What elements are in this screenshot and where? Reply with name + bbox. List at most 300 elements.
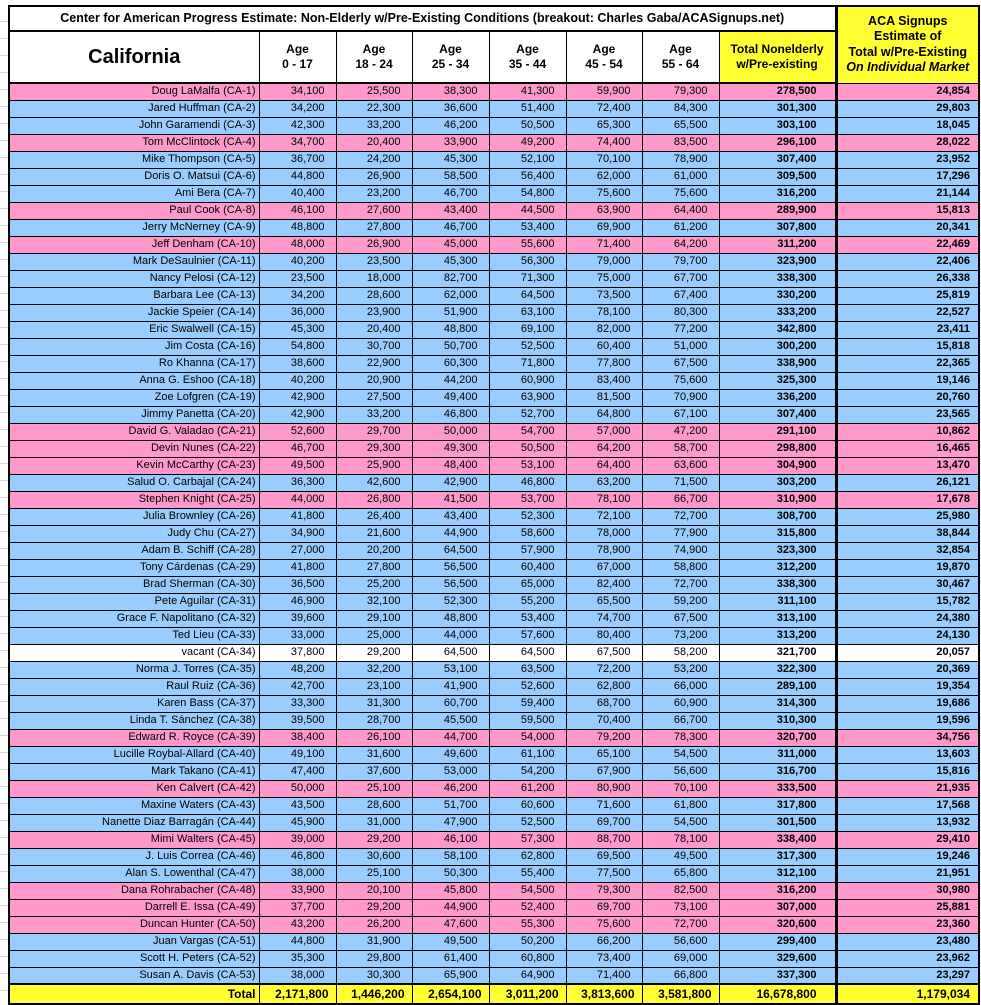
age-value-cell: 30,700 xyxy=(336,338,412,355)
age-value-cell: 40,200 xyxy=(259,253,336,270)
aca-estimate-cell: 32,854 xyxy=(836,542,979,559)
age-value-cell: 44,900 xyxy=(412,899,489,916)
column-header-row xyxy=(9,31,979,83)
age-value-cell: 25,200 xyxy=(336,576,412,593)
district-row xyxy=(9,423,979,440)
district-row xyxy=(9,712,979,729)
age-value-cell: 54,000 xyxy=(489,729,566,746)
district-name-cell: Linda T. Sánchez (CA-38) xyxy=(9,712,259,729)
age-value-cell: 83,500 xyxy=(642,134,719,151)
aca-estimate-cell: 22,365 xyxy=(836,355,979,372)
age-value-cell: 44,700 xyxy=(412,729,489,746)
age-value-cell: 73,400 xyxy=(566,950,642,967)
age-value-cell: 70,900 xyxy=(642,389,719,406)
age-value-cell: 50,300 xyxy=(412,865,489,882)
age-value-cell: 57,900 xyxy=(489,542,566,559)
district-name-cell: Tom McClintock (CA-4) xyxy=(9,134,259,151)
age-value-cell: 65,800 xyxy=(642,865,719,882)
age-value-cell: 63,100 xyxy=(489,304,566,321)
age-value-cell: 47,400 xyxy=(259,763,336,780)
total-age-55-64: 3,581,800 xyxy=(642,984,719,1004)
age-value-cell: 53,400 xyxy=(489,219,566,236)
district-row xyxy=(9,865,979,882)
total-nonelderly-cell: 311,000 xyxy=(719,746,836,763)
age-value-cell: 64,400 xyxy=(642,202,719,219)
age-value-cell: 60,800 xyxy=(489,950,566,967)
age-value-cell: 34,900 xyxy=(259,525,336,542)
aca-estimate-cell: 25,819 xyxy=(836,287,979,304)
age-value-cell: 78,100 xyxy=(566,304,642,321)
aca-estimate-cell: 15,813 xyxy=(836,202,979,219)
age-value-cell: 65,500 xyxy=(566,593,642,610)
age-value-cell: 51,000 xyxy=(642,338,719,355)
age-value-cell: 41,800 xyxy=(259,559,336,576)
age-value-cell: 82,000 xyxy=(566,321,642,338)
district-row xyxy=(9,287,979,304)
age-value-cell: 26,200 xyxy=(336,916,412,933)
age-value-cell: 33,900 xyxy=(412,134,489,151)
age-value-cell: 43,400 xyxy=(412,508,489,525)
age-value-cell: 54,800 xyxy=(259,338,336,355)
age-value-cell: 46,200 xyxy=(412,780,489,797)
age-value-cell: 42,700 xyxy=(259,678,336,695)
total-nonelderly-cell: 310,900 xyxy=(719,491,836,508)
age-value-cell: 46,900 xyxy=(259,593,336,610)
district-name-cell: Darrell E. Issa (CA-49) xyxy=(9,899,259,916)
age-value-cell: 45,800 xyxy=(412,882,489,899)
district-name-cell: Brad Sherman (CA-30) xyxy=(9,576,259,593)
age-value-cell: 48,000 xyxy=(259,236,336,253)
age-value-cell: 51,900 xyxy=(412,304,489,321)
total-age-25-34: 2,654,100 xyxy=(412,984,489,1004)
district-name-cell: Lucille Roybal-Allard (CA-40) xyxy=(9,746,259,763)
age-value-cell: 27,500 xyxy=(336,389,412,406)
district-name-cell: Barbara Lee (CA-13) xyxy=(9,287,259,304)
district-name-cell: Nancy Pelosi (CA-12) xyxy=(9,270,259,287)
district-name-cell: Jim Costa (CA-16) xyxy=(9,338,259,355)
age-value-cell: 78,900 xyxy=(642,151,719,168)
age-value-cell: 56,600 xyxy=(642,763,719,780)
total-nonelderly-cell: 304,900 xyxy=(719,457,836,474)
age-value-cell: 45,300 xyxy=(412,253,489,270)
total-nonelderly-cell: 325,300 xyxy=(719,372,836,389)
age-value-cell: 55,400 xyxy=(489,865,566,882)
aca-estimate-cell: 25,980 xyxy=(836,508,979,525)
district-name-cell: Salud O. Carbajal (CA-24) xyxy=(9,474,259,491)
aca-estimate-cell: 23,411 xyxy=(836,321,979,338)
district-row xyxy=(9,219,979,236)
age-value-cell: 39,600 xyxy=(259,610,336,627)
age-value-cell: 32,100 xyxy=(336,593,412,610)
age-value-cell: 67,700 xyxy=(642,270,719,287)
age-value-cell: 67,500 xyxy=(642,355,719,372)
total-nonelderly-cell: 307,800 xyxy=(719,219,836,236)
aca-estimate-cell: 20,057 xyxy=(836,644,979,661)
age-value-cell: 58,700 xyxy=(642,440,719,457)
district-name-cell: Judy Chu (CA-27) xyxy=(9,525,259,542)
age-value-cell: 61,200 xyxy=(489,780,566,797)
age-value-cell: 53,700 xyxy=(489,491,566,508)
age-value-cell: 36,000 xyxy=(259,304,336,321)
age-value-cell: 69,700 xyxy=(566,814,642,831)
district-row xyxy=(9,440,979,457)
age-value-cell: 71,500 xyxy=(642,474,719,491)
age-value-cell: 50,500 xyxy=(489,117,566,134)
age-value-cell: 28,700 xyxy=(336,712,412,729)
age-value-cell: 39,000 xyxy=(259,831,336,848)
age-value-cell: 62,000 xyxy=(412,287,489,304)
district-name-cell: John Garamendi (CA-3) xyxy=(9,117,259,134)
age-value-cell: 22,300 xyxy=(336,100,412,117)
age-value-cell: 25,500 xyxy=(336,83,412,100)
age-value-cell: 78,300 xyxy=(642,729,719,746)
age-value-cell: 65,300 xyxy=(566,117,642,134)
age-value-cell: 58,200 xyxy=(642,644,719,661)
age-value-cell: 69,100 xyxy=(489,321,566,338)
age-value-cell: 42,900 xyxy=(259,406,336,423)
age-value-cell: 41,300 xyxy=(489,83,566,100)
age-value-cell: 65,100 xyxy=(566,746,642,763)
age-value-cell: 44,000 xyxy=(412,627,489,644)
age-value-cell: 72,700 xyxy=(642,508,719,525)
district-name-cell: Jared Huffman (CA-2) xyxy=(9,100,259,117)
district-name-cell: Scott H. Peters (CA-52) xyxy=(9,950,259,967)
aca-estimate-cell: 20,760 xyxy=(836,389,979,406)
district-row xyxy=(9,593,979,610)
age-value-cell: 60,400 xyxy=(489,559,566,576)
district-name-cell: Tony Cárdenas (CA-29) xyxy=(9,559,259,576)
age-value-cell: 48,200 xyxy=(259,661,336,678)
district-row xyxy=(9,627,979,644)
district-row xyxy=(9,780,979,797)
age-value-cell: 22,900 xyxy=(336,355,412,372)
age-value-cell: 50,700 xyxy=(412,338,489,355)
district-name-cell: Stephen Knight (CA-25) xyxy=(9,491,259,508)
age-value-cell: 78,900 xyxy=(566,542,642,559)
district-row xyxy=(9,967,979,984)
aca-estimate-cell: 34,756 xyxy=(836,729,979,746)
age-value-cell: 44,800 xyxy=(259,168,336,185)
total-nonelderly-cell: 338,300 xyxy=(719,576,836,593)
aca-estimate-cell: 24,854 xyxy=(836,83,979,100)
age-value-cell: 58,500 xyxy=(412,168,489,185)
age-value-cell: 71,800 xyxy=(489,355,566,372)
district-row xyxy=(9,933,979,950)
total-nonelderly-cell: 303,100 xyxy=(719,117,836,134)
total-age-0-17: 2,171,800 xyxy=(259,984,336,1004)
district-row xyxy=(9,746,979,763)
total-nonelderly-cell: 316,200 xyxy=(719,185,836,202)
total-nonelderly-cell: 312,100 xyxy=(719,865,836,882)
age-value-cell: 29,100 xyxy=(336,610,412,627)
age-value-cell: 44,800 xyxy=(259,933,336,950)
age-value-cell: 60,900 xyxy=(489,372,566,389)
age-value-cell: 39,500 xyxy=(259,712,336,729)
total-nonelderly-cell: 323,300 xyxy=(719,542,836,559)
age-value-cell: 44,500 xyxy=(489,202,566,219)
age-value-cell: 18,000 xyxy=(336,270,412,287)
age-value-cell: 38,600 xyxy=(259,355,336,372)
age-value-cell: 20,100 xyxy=(336,882,412,899)
district-name-cell: Kevin McCarthy (CA-23) xyxy=(9,457,259,474)
total-row xyxy=(9,984,979,1004)
total-nonelderly-header: Total Nonelderly w/Pre-existing xyxy=(719,31,836,83)
age-value-cell: 38,300 xyxy=(412,83,489,100)
aca-estimate-cell: 15,782 xyxy=(836,593,979,610)
district-row xyxy=(9,117,979,134)
age-value-cell: 53,200 xyxy=(642,661,719,678)
age-value-cell: 57,300 xyxy=(489,831,566,848)
age-value-cell: 29,700 xyxy=(336,423,412,440)
age-value-cell: 52,100 xyxy=(489,151,566,168)
age-value-cell: 53,100 xyxy=(489,457,566,474)
age-value-cell: 71,400 xyxy=(566,967,642,984)
age-value-cell: 59,500 xyxy=(489,712,566,729)
age-value-cell: 67,400 xyxy=(642,287,719,304)
district-name-cell: Mark DeSaulnier (CA-11) xyxy=(9,253,259,270)
age-value-cell: 45,000 xyxy=(412,236,489,253)
age-value-cell: 46,800 xyxy=(259,848,336,865)
district-name-cell: Julia Brownley (CA-26) xyxy=(9,508,259,525)
age-value-cell: 25,900 xyxy=(336,457,412,474)
aca-estimate-cell: 22,469 xyxy=(836,236,979,253)
age-value-cell: 44,200 xyxy=(412,372,489,389)
district-row xyxy=(9,950,979,967)
age-value-cell: 64,500 xyxy=(412,644,489,661)
total-nonelderly-cell: 320,700 xyxy=(719,729,836,746)
total-nonelderly-cell: 296,100 xyxy=(719,134,836,151)
district-name-cell: Paul Cook (CA-8) xyxy=(9,202,259,219)
total-nonelderly-cell: 329,600 xyxy=(719,950,836,967)
age-value-cell: 23,100 xyxy=(336,678,412,695)
age-value-cell: 33,900 xyxy=(259,882,336,899)
district-name-cell: Doris O. Matsui (CA-6) xyxy=(9,168,259,185)
age-value-cell: 38,400 xyxy=(259,729,336,746)
total-age-18-24: 1,446,200 xyxy=(336,984,412,1004)
age-value-cell: 37,800 xyxy=(259,644,336,661)
age-value-cell: 61,000 xyxy=(642,168,719,185)
district-row xyxy=(9,814,979,831)
age-value-cell: 67,900 xyxy=(566,763,642,780)
aca-estimate-cell: 20,341 xyxy=(836,219,979,236)
age-value-cell: 54,700 xyxy=(489,423,566,440)
aca-estimate-cell: 13,470 xyxy=(836,457,979,474)
table-title-row xyxy=(9,6,979,31)
age-value-cell: 29,200 xyxy=(336,899,412,916)
district-name-cell: Ken Calvert (CA-42) xyxy=(9,780,259,797)
age-value-cell: 30,300 xyxy=(336,967,412,984)
age-value-cell: 80,300 xyxy=(642,304,719,321)
age-value-cell: 74,700 xyxy=(566,610,642,627)
age-value-cell: 60,400 xyxy=(566,338,642,355)
total-nonelderly-cell: 342,800 xyxy=(719,321,836,338)
age-value-cell: 49,200 xyxy=(489,134,566,151)
age-value-cell: 58,600 xyxy=(489,525,566,542)
age-value-cell: 63,900 xyxy=(489,389,566,406)
district-name-cell: Dana Rohrabacher (CA-48) xyxy=(9,882,259,899)
aca-estimate-cell: 23,480 xyxy=(836,933,979,950)
age-value-cell: 40,400 xyxy=(259,185,336,202)
age-value-cell: 36,500 xyxy=(259,576,336,593)
age-value-cell: 59,400 xyxy=(489,695,566,712)
district-row xyxy=(9,406,979,423)
aca-estimate-cell: 23,297 xyxy=(836,967,979,984)
total-nonelderly-cell: 291,100 xyxy=(719,423,836,440)
district-row xyxy=(9,270,979,287)
age-value-cell: 49,500 xyxy=(259,457,336,474)
age-value-cell: 41,900 xyxy=(412,678,489,695)
total-nonelderly-cell: 307,400 xyxy=(719,151,836,168)
age-value-cell: 74,400 xyxy=(566,134,642,151)
age-value-cell: 20,400 xyxy=(336,134,412,151)
age-value-cell: 75,600 xyxy=(566,185,642,202)
aca-header-line-3: Total w/Pre-Existing xyxy=(848,44,968,59)
age-value-cell: 37,700 xyxy=(259,899,336,916)
age-value-cell: 47,900 xyxy=(412,814,489,831)
aca-header-line-4: On Individual Market xyxy=(846,60,970,75)
age-value-cell: 34,100 xyxy=(259,83,336,100)
age-value-cell: 45,300 xyxy=(412,151,489,168)
district-row xyxy=(9,729,979,746)
age-value-cell: 56,500 xyxy=(412,576,489,593)
aca-estimate-cell: 30,980 xyxy=(836,882,979,899)
age-value-cell: 55,300 xyxy=(489,916,566,933)
age-0-17-header: Age 0 - 17 xyxy=(259,31,336,83)
age-value-cell: 27,800 xyxy=(336,219,412,236)
aca-estimate-cell: 17,568 xyxy=(836,797,979,814)
total-nonelderly-cell: 336,200 xyxy=(719,389,836,406)
age-value-cell: 26,900 xyxy=(336,236,412,253)
total-nonelderly-cell: 309,500 xyxy=(719,168,836,185)
age-value-cell: 20,200 xyxy=(336,542,412,559)
district-name-cell: Raul Ruiz (CA-36) xyxy=(9,678,259,695)
age-value-cell: 52,500 xyxy=(489,338,566,355)
age-value-cell: 27,000 xyxy=(259,542,336,559)
age-value-cell: 55,200 xyxy=(489,593,566,610)
age-value-cell: 63,900 xyxy=(566,202,642,219)
age-value-cell: 42,900 xyxy=(412,474,489,491)
aca-estimate-cell: 13,932 xyxy=(836,814,979,831)
age-value-cell: 73,200 xyxy=(642,627,719,644)
district-row xyxy=(9,559,979,576)
age-value-cell: 78,100 xyxy=(642,831,719,848)
aca-estimate-cell: 23,962 xyxy=(836,950,979,967)
age-value-cell: 20,400 xyxy=(336,321,412,338)
age-value-cell: 48,800 xyxy=(412,610,489,627)
age-value-cell: 67,100 xyxy=(642,406,719,423)
age-value-cell: 53,400 xyxy=(489,610,566,627)
age-value-cell: 77,900 xyxy=(642,525,719,542)
age-value-cell: 31,900 xyxy=(336,933,412,950)
age-value-cell: 54,800 xyxy=(489,185,566,202)
district-row xyxy=(9,525,979,542)
total-nonelderly-cell: 313,200 xyxy=(719,627,836,644)
total-nonelderly-cell: 289,900 xyxy=(719,202,836,219)
district-row xyxy=(9,542,979,559)
age-value-cell: 52,300 xyxy=(412,593,489,610)
district-row xyxy=(9,355,979,372)
age-value-cell: 78,100 xyxy=(566,491,642,508)
age-value-cell: 43,500 xyxy=(259,797,336,814)
district-row xyxy=(9,644,979,661)
age-value-cell: 50,000 xyxy=(259,780,336,797)
aca-estimate-cell: 19,686 xyxy=(836,695,979,712)
district-name-cell: vacant (CA-34) xyxy=(9,644,259,661)
age-value-cell: 55,600 xyxy=(489,236,566,253)
age-value-cell: 73,500 xyxy=(566,287,642,304)
age-value-cell: 46,100 xyxy=(259,202,336,219)
total-nonelderly-cell: 307,000 xyxy=(719,899,836,916)
aca-header-line-1: ACA Signups xyxy=(868,13,948,28)
age-value-cell: 49,600 xyxy=(412,746,489,763)
age-value-cell: 27,600 xyxy=(336,202,412,219)
total-nonelderly-cell: 301,300 xyxy=(719,100,836,117)
age-value-cell: 75,000 xyxy=(566,270,642,287)
district-name-cell: Edward R. Royce (CA-39) xyxy=(9,729,259,746)
age-value-cell: 80,400 xyxy=(566,627,642,644)
age-value-cell: 72,200 xyxy=(566,661,642,678)
total-nonelderly-cell: 278,500 xyxy=(719,83,836,100)
age-value-cell: 35,300 xyxy=(259,950,336,967)
age-value-cell: 53,100 xyxy=(412,661,489,678)
age-value-cell: 79,200 xyxy=(566,729,642,746)
district-row xyxy=(9,763,979,780)
aca-estimate-cell: 19,146 xyxy=(836,372,979,389)
pre-existing-conditions-table xyxy=(8,5,980,1005)
age-value-cell: 56,500 xyxy=(412,559,489,576)
aca-signups-column-header xyxy=(836,6,979,83)
age-value-cell: 71,300 xyxy=(489,270,566,287)
total-nonelderly-cell: 338,400 xyxy=(719,831,836,848)
aca-estimate-cell: 30,467 xyxy=(836,576,979,593)
age-value-cell: 26,400 xyxy=(336,508,412,525)
age-value-cell: 26,900 xyxy=(336,168,412,185)
district-name-cell: Zoe Lofgren (CA-19) xyxy=(9,389,259,406)
district-name-cell: Jackie Speier (CA-14) xyxy=(9,304,259,321)
total-nonelderly-cell: 320,600 xyxy=(719,916,836,933)
aca-estimate-cell: 29,803 xyxy=(836,100,979,117)
total-nonelderly-cell: 307,400 xyxy=(719,406,836,423)
age-value-cell: 67,500 xyxy=(642,610,719,627)
age-value-cell: 33,200 xyxy=(336,406,412,423)
age-value-cell: 46,800 xyxy=(412,406,489,423)
age-value-cell: 54,500 xyxy=(642,746,719,763)
aca-estimate-cell: 18,045 xyxy=(836,117,979,134)
age-value-cell: 66,700 xyxy=(642,712,719,729)
age-value-cell: 75,600 xyxy=(642,185,719,202)
age-value-cell: 45,500 xyxy=(412,712,489,729)
age-value-cell: 61,800 xyxy=(642,797,719,814)
aca-estimate-cell: 22,527 xyxy=(836,304,979,321)
age-value-cell: 56,400 xyxy=(489,168,566,185)
age-value-cell: 40,200 xyxy=(259,372,336,389)
age-value-cell: 49,500 xyxy=(412,933,489,950)
total-nonelderly-cell: 323,900 xyxy=(719,253,836,270)
age-value-cell: 50,500 xyxy=(489,440,566,457)
age-value-cell: 49,100 xyxy=(259,746,336,763)
total-nonelderly-cell: 330,200 xyxy=(719,287,836,304)
district-row xyxy=(9,848,979,865)
age-value-cell: 77,800 xyxy=(566,355,642,372)
total-nonelderly-cell: 317,300 xyxy=(719,848,836,865)
district-row xyxy=(9,695,979,712)
state-header: California xyxy=(9,31,259,83)
age-value-cell: 62,800 xyxy=(566,678,642,695)
aca-estimate-cell: 20,369 xyxy=(836,661,979,678)
age-55-64-header: Age 55 - 64 xyxy=(642,31,719,83)
district-row xyxy=(9,610,979,627)
aca-estimate-cell: 17,296 xyxy=(836,168,979,185)
